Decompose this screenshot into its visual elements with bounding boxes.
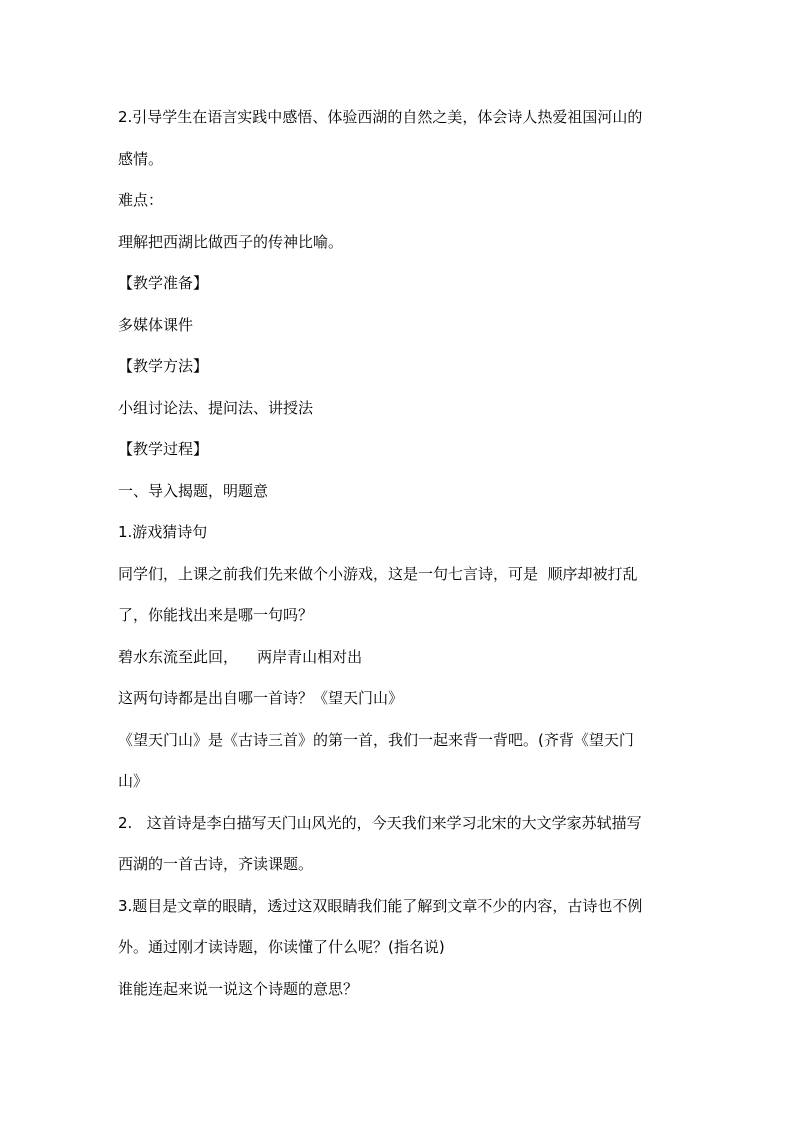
text-line: 2.引导学生在语言实践中感悟、体验西湖的自然之美，体会诗人热爱祖国河山的 <box>118 108 643 126</box>
text-line: 小组讨论法、提问法、讲授法 <box>118 399 314 417</box>
text-line: 难点： <box>118 191 164 209</box>
text-line: 《望天门山》是《古诗三首》的第一首，我们一起来背一背吧。(齐背《望天门 <box>118 731 634 749</box>
text-line: 谁能连起来说一说这个诗题的意思？ <box>118 980 359 998</box>
text-line: 多媒体课件 <box>118 316 194 334</box>
section-heading: 【教学过程】 <box>118 440 209 458</box>
text-line: 1.游戏猜诗句 <box>118 523 208 541</box>
text-line: 感情。 <box>118 150 164 168</box>
text-line: 3.题目是文章的眼睛，透过这双眼睛我们能了解到文章不少的内容，古诗也不例 <box>118 897 643 915</box>
text-line: 了，你能找出来是哪一句吗？ <box>118 606 314 624</box>
text-line: 同学们，上课之前我们先来做个小游戏，这是一句七言诗，可是 顺序却被打乱 <box>118 565 638 583</box>
text-line: 外。通过刚才读诗题，你读懂了什么呢？(指名说) <box>118 938 445 956</box>
section-heading: 【教学方法】 <box>118 357 209 375</box>
text-line: 碧水东流至此回， 两岸青山相对出 <box>118 648 363 666</box>
text-line: 西湖的一首古诗，齐读课题。 <box>118 855 314 873</box>
text-line: 理解把西湖比做西子的传神比喻。 <box>118 233 344 251</box>
section-heading: 【教学准备】 <box>118 274 209 292</box>
text-line: 这两句诗都是出自哪一首诗？《望天门山》 <box>118 689 404 707</box>
text-line: 一、导入揭题，明题意 <box>118 482 269 500</box>
text-line: 2. 这首诗是李白描写天门山风光的，今天我们来学习北宋的大文学家苏轼描写 <box>118 814 642 832</box>
text-line: 山》 <box>118 772 149 790</box>
